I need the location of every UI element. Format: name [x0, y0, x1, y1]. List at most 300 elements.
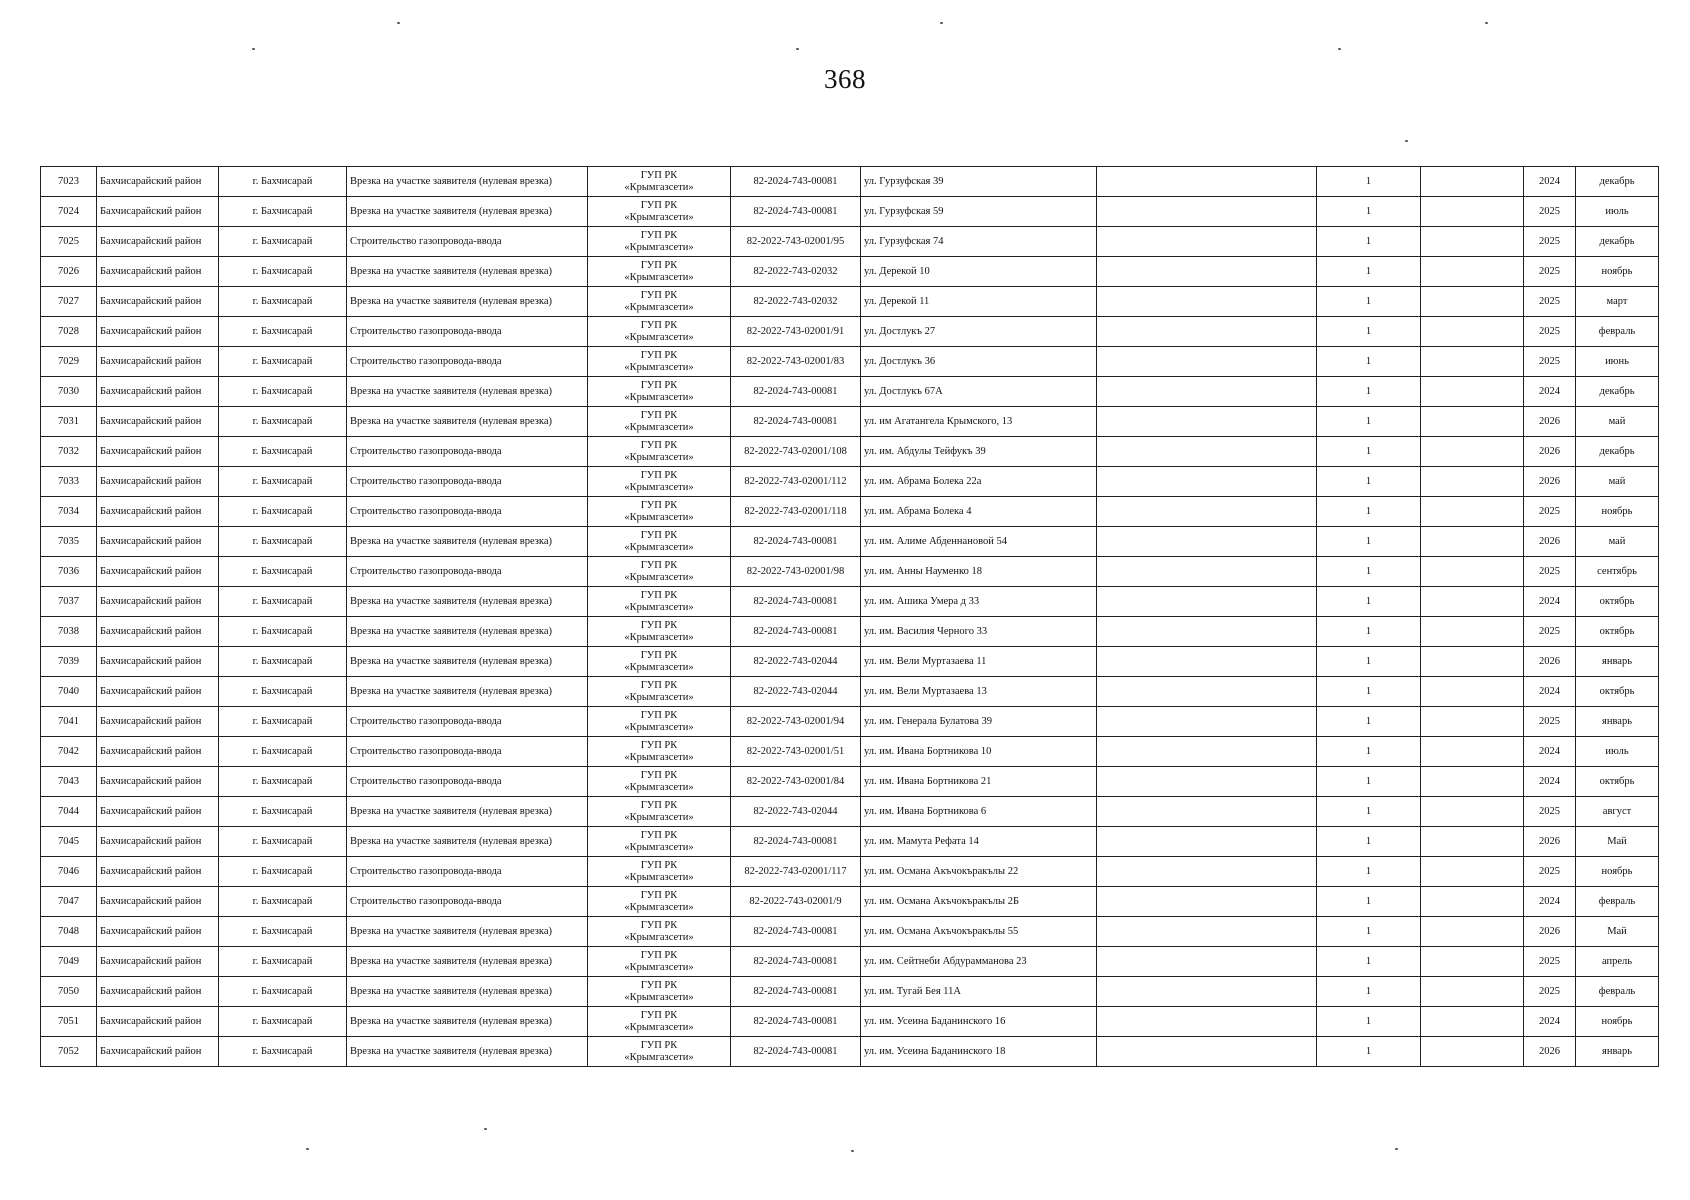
district-cell: Бахчисарайский район — [97, 977, 219, 1007]
year-cell: 2026 — [1524, 1037, 1576, 1067]
year-cell: 2024 — [1524, 587, 1576, 617]
organization-cell — [588, 857, 731, 887]
row-number-cell: 7051 — [41, 1007, 97, 1037]
organization-line-1: ГУП РК — [640, 589, 678, 601]
organization-line-2: «Крымгазсети» — [624, 301, 694, 313]
month-cell: сентябрь — [1576, 557, 1659, 587]
month-cell: Май — [1576, 917, 1659, 947]
empty-cell — [1421, 917, 1524, 947]
city-cell: г. Бахчисарай — [219, 587, 347, 617]
empty-cell — [1097, 977, 1317, 1007]
month-cell: август — [1576, 797, 1659, 827]
table-row — [41, 317, 1659, 347]
organization-cell — [588, 437, 731, 467]
row-number-cell: 7024 — [41, 197, 97, 227]
organization-cell — [588, 347, 731, 377]
work-type-cell: Врезка на участке заявителя (нулевая врезка) — [347, 677, 588, 707]
address-cell: ул. им. Генерала Булатова 39 — [861, 707, 1097, 737]
city-cell: г. Бахчисарай — [219, 857, 347, 887]
district-cell: Бахчисарайский район — [97, 557, 219, 587]
table-row — [41, 467, 1659, 497]
table-row — [41, 587, 1659, 617]
district-cell: Бахчисарайский район — [97, 707, 219, 737]
address-cell: ул. им. Ашика Умера д 33 — [861, 587, 1097, 617]
work-type-cell: Строительство газопровода-ввода — [347, 497, 588, 527]
program-code-cell: 82-2022-743-02001/51 — [731, 737, 861, 767]
year-cell: 2026 — [1524, 917, 1576, 947]
program-code-cell: 82-2022-743-02001/108 — [731, 437, 861, 467]
work-type-cell: Врезка на участке заявителя (нулевая врезка) — [347, 977, 588, 1007]
month-cell: декабрь — [1576, 227, 1659, 257]
empty-cell — [1421, 557, 1524, 587]
work-type-cell: Врезка на участке заявителя (нулевая врезка) — [347, 287, 588, 317]
program-code-cell: 82-2022-743-02001/91 — [731, 317, 861, 347]
row-number-cell: 7048 — [41, 917, 97, 947]
table-row — [41, 737, 1659, 767]
month-cell: ноябрь — [1576, 257, 1659, 287]
program-code-cell: 82-2024-743-00081 — [731, 1007, 861, 1037]
program-code-cell: 82-2024-743-00081 — [731, 527, 861, 557]
district-cell: Бахчисарайский район — [97, 587, 219, 617]
empty-cell — [1097, 377, 1317, 407]
district-cell: Бахчисарайский район — [97, 317, 219, 347]
registry-body — [41, 167, 1659, 1067]
empty-cell — [1097, 287, 1317, 317]
empty-cell — [1097, 527, 1317, 557]
empty-cell — [1421, 977, 1524, 1007]
program-code-cell: 82-2022-743-02001/117 — [731, 857, 861, 887]
organization-line-2: «Крымгазсети» — [624, 391, 694, 403]
program-code-cell: 82-2022-743-02001/118 — [731, 497, 861, 527]
city-cell: г. Бахчисарай — [219, 167, 347, 197]
empty-cell — [1097, 347, 1317, 377]
month-cell: июнь — [1576, 347, 1659, 377]
address-cell: ул. им. Анны Науменко 18 — [861, 557, 1097, 587]
empty-cell — [1421, 497, 1524, 527]
city-cell: г. Бахчисарай — [219, 197, 347, 227]
year-cell: 2024 — [1524, 1007, 1576, 1037]
table-row — [41, 677, 1659, 707]
month-cell: июль — [1576, 197, 1659, 227]
row-number-cell: 7044 — [41, 797, 97, 827]
organization-line-1: ГУП РК — [640, 679, 678, 691]
organization-cell — [588, 737, 731, 767]
empty-cell — [1421, 377, 1524, 407]
month-cell: февраль — [1576, 887, 1659, 917]
organization-line-1: ГУП РК — [640, 289, 678, 301]
scan-speck — [940, 22, 943, 24]
work-type-cell: Строительство газопровода-ввода — [347, 437, 588, 467]
organization-line-1: ГУП РК — [640, 169, 678, 181]
empty-cell — [1421, 467, 1524, 497]
quantity-cell: 1 — [1317, 317, 1421, 347]
quantity-cell: 1 — [1317, 197, 1421, 227]
row-number-cell: 7052 — [41, 1037, 97, 1067]
program-code-cell: 82-2022-743-02001/95 — [731, 227, 861, 257]
empty-cell — [1097, 497, 1317, 527]
address-cell: ул. им. Василия Черного 33 — [861, 617, 1097, 647]
address-cell: ул. им. Усеина Баданинского 18 — [861, 1037, 1097, 1067]
table-row — [41, 797, 1659, 827]
year-cell: 2025 — [1524, 227, 1576, 257]
organization-line-1: ГУП РК — [640, 889, 678, 901]
month-cell: январь — [1576, 647, 1659, 677]
organization-line-2: «Крымгазсети» — [624, 241, 694, 253]
empty-cell — [1097, 617, 1317, 647]
organization-line-1: ГУП РК — [640, 619, 678, 631]
district-cell: Бахчисарайский район — [97, 737, 219, 767]
city-cell: г. Бахчисарай — [219, 647, 347, 677]
organization-cell — [588, 917, 731, 947]
empty-cell — [1097, 317, 1317, 347]
year-cell: 2025 — [1524, 287, 1576, 317]
district-cell: Бахчисарайский район — [97, 617, 219, 647]
organization-cell — [588, 197, 731, 227]
quantity-cell: 1 — [1317, 977, 1421, 1007]
empty-cell — [1421, 647, 1524, 677]
city-cell: г. Бахчисарай — [219, 707, 347, 737]
organization-cell — [588, 827, 731, 857]
organization-line-2: «Крымгазсети» — [624, 601, 694, 613]
year-cell: 2026 — [1524, 647, 1576, 677]
district-cell: Бахчисарайский район — [97, 437, 219, 467]
row-number-cell: 7042 — [41, 737, 97, 767]
organization-line-1: ГУП РК — [640, 829, 678, 841]
address-cell: ул. им. Усеина Баданинского 16 — [861, 1007, 1097, 1037]
organization-cell — [588, 1037, 731, 1067]
organization-line-2: «Крымгазсети» — [624, 961, 694, 973]
city-cell: г. Бахчисарай — [219, 227, 347, 257]
address-cell: ул. Дерекой 10 — [861, 257, 1097, 287]
district-cell: Бахчисарайский район — [97, 197, 219, 227]
organization-line-1: ГУП РК — [640, 949, 678, 961]
year-cell: 2024 — [1524, 887, 1576, 917]
work-type-cell: Строительство газопровода-ввода — [347, 707, 588, 737]
work-type-cell: Врезка на участке заявителя (нулевая врезка) — [347, 407, 588, 437]
organization-line-2: «Крымгазсети» — [624, 751, 694, 763]
organization-line-1: ГУП РК — [640, 259, 678, 271]
year-cell: 2026 — [1524, 827, 1576, 857]
quantity-cell: 1 — [1317, 767, 1421, 797]
city-cell: г. Бахчисарай — [219, 1037, 347, 1067]
city-cell: г. Бахчисарай — [219, 317, 347, 347]
program-code-cell: 82-2022-743-02032 — [731, 287, 861, 317]
organization-cell — [588, 587, 731, 617]
work-type-cell: Строительство газопровода-ввода — [347, 467, 588, 497]
program-code-cell: 82-2024-743-00081 — [731, 977, 861, 1007]
organization-cell — [588, 887, 731, 917]
organization-line-2: «Крымгазсети» — [624, 631, 694, 643]
organization-cell — [588, 647, 731, 677]
row-number-cell: 7033 — [41, 467, 97, 497]
month-cell: ноябрь — [1576, 497, 1659, 527]
organization-cell — [588, 167, 731, 197]
city-cell: г. Бахчисарай — [219, 887, 347, 917]
organization-line-1: ГУП РК — [640, 439, 678, 451]
organization-line-1: ГУП РК — [640, 559, 678, 571]
empty-cell — [1097, 887, 1317, 917]
table-row — [41, 197, 1659, 227]
district-cell: Бахчисарайский район — [97, 917, 219, 947]
table-row — [41, 647, 1659, 677]
organization-line-1: ГУП РК — [640, 979, 678, 991]
address-cell: ул. им. Абрама Болека 4 — [861, 497, 1097, 527]
empty-cell — [1421, 797, 1524, 827]
empty-cell — [1421, 587, 1524, 617]
year-cell: 2025 — [1524, 797, 1576, 827]
quantity-cell: 1 — [1317, 707, 1421, 737]
month-cell: январь — [1576, 1037, 1659, 1067]
city-cell: г. Бахчисарай — [219, 257, 347, 287]
program-code-cell: 82-2024-743-00081 — [731, 917, 861, 947]
organization-line-2: «Крымгазсети» — [624, 991, 694, 1003]
year-cell: 2025 — [1524, 857, 1576, 887]
registry-table — [40, 166, 1659, 1067]
organization-line-1: ГУП РК — [640, 349, 678, 361]
program-code-cell: 82-2022-743-02001/84 — [731, 767, 861, 797]
row-number-cell: 7043 — [41, 767, 97, 797]
organization-line-2: «Крымгазсети» — [624, 901, 694, 913]
empty-cell — [1097, 827, 1317, 857]
district-cell: Бахчисарайский район — [97, 167, 219, 197]
address-cell: ул. Достлукъ 67А — [861, 377, 1097, 407]
work-type-cell: Строительство газопровода-ввода — [347, 767, 588, 797]
organization-line-2: «Крымгазсети» — [624, 211, 694, 223]
work-type-cell: Строительство газопровода-ввода — [347, 317, 588, 347]
work-type-cell: Строительство газопровода-ввода — [347, 857, 588, 887]
address-cell: ул. Достлукъ 36 — [861, 347, 1097, 377]
district-cell: Бахчисарайский район — [97, 647, 219, 677]
month-cell: октябрь — [1576, 617, 1659, 647]
quantity-cell: 1 — [1317, 857, 1421, 887]
organization-line-2: «Крымгазсети» — [624, 331, 694, 343]
city-cell: г. Бахчисарай — [219, 377, 347, 407]
organization-line-1: ГУП РК — [640, 709, 678, 721]
quantity-cell: 1 — [1317, 557, 1421, 587]
city-cell: г. Бахчисарай — [219, 437, 347, 467]
district-cell: Бахчисарайский район — [97, 497, 219, 527]
work-type-cell: Врезка на участке заявителя (нулевая врезка) — [347, 587, 588, 617]
work-type-cell: Врезка на участке заявителя (нулевая врезка) — [347, 1037, 588, 1067]
quantity-cell: 1 — [1317, 497, 1421, 527]
organization-line-1: ГУП РК — [640, 1039, 678, 1051]
empty-cell — [1421, 1007, 1524, 1037]
organization-line-1: ГУП РК — [640, 469, 678, 481]
work-type-cell: Врезка на участке заявителя (нулевая врезка) — [347, 917, 588, 947]
organization-cell — [588, 227, 731, 257]
organization-cell — [588, 767, 731, 797]
table-row — [41, 227, 1659, 257]
district-cell: Бахчисарайский район — [97, 767, 219, 797]
scan-speck — [397, 22, 400, 24]
table-row — [41, 347, 1659, 377]
address-cell: ул. Гурзуфская 74 — [861, 227, 1097, 257]
city-cell: г. Бахчисарай — [219, 347, 347, 377]
row-number-cell: 7041 — [41, 707, 97, 737]
row-number-cell: 7026 — [41, 257, 97, 287]
year-cell: 2024 — [1524, 167, 1576, 197]
work-type-cell: Врезка на участке заявителя (нулевая врезка) — [347, 647, 588, 677]
empty-cell — [1097, 437, 1317, 467]
program-code-cell: 82-2024-743-00081 — [731, 167, 861, 197]
organization-line-1: ГУП РК — [640, 499, 678, 511]
table-row — [41, 1037, 1659, 1067]
empty-cell — [1097, 737, 1317, 767]
scan-speck — [1485, 22, 1488, 24]
quantity-cell: 1 — [1317, 437, 1421, 467]
scan-speck — [252, 48, 255, 50]
quantity-cell: 1 — [1317, 467, 1421, 497]
month-cell: март — [1576, 287, 1659, 317]
district-cell: Бахчисарайский район — [97, 467, 219, 497]
city-cell: г. Бахчисарай — [219, 917, 347, 947]
empty-cell — [1421, 167, 1524, 197]
empty-cell — [1421, 317, 1524, 347]
organization-cell — [588, 557, 731, 587]
district-cell: Бахчисарайский район — [97, 677, 219, 707]
quantity-cell: 1 — [1317, 167, 1421, 197]
quantity-cell: 1 — [1317, 1037, 1421, 1067]
organization-line-2: «Крымгазсети» — [624, 931, 694, 943]
month-cell: апрель — [1576, 947, 1659, 977]
organization-line-2: «Крымгазсети» — [624, 721, 694, 733]
month-cell: ноябрь — [1576, 857, 1659, 887]
quantity-cell: 1 — [1317, 527, 1421, 557]
district-cell: Бахчисарайский район — [97, 347, 219, 377]
row-number-cell: 7029 — [41, 347, 97, 377]
work-type-cell: Врезка на участке заявителя (нулевая врезка) — [347, 827, 588, 857]
table-row — [41, 527, 1659, 557]
program-code-cell: 82-2022-743-02001/83 — [731, 347, 861, 377]
quantity-cell: 1 — [1317, 647, 1421, 677]
empty-cell — [1421, 227, 1524, 257]
year-cell: 2025 — [1524, 947, 1576, 977]
district-cell: Бахчисарайский район — [97, 887, 219, 917]
organization-line-2: «Крымгазсети» — [624, 661, 694, 673]
empty-cell — [1421, 527, 1524, 557]
district-cell: Бахчисарайский район — [97, 827, 219, 857]
empty-cell — [1421, 257, 1524, 287]
empty-cell — [1097, 797, 1317, 827]
month-cell: октябрь — [1576, 587, 1659, 617]
address-cell: ул. им. Абдулы Тейфукъ 39 — [861, 437, 1097, 467]
quantity-cell: 1 — [1317, 617, 1421, 647]
year-cell: 2025 — [1524, 317, 1576, 347]
empty-cell — [1097, 557, 1317, 587]
row-number-cell: 7047 — [41, 887, 97, 917]
address-cell: ул. Гурзуфская 39 — [861, 167, 1097, 197]
organization-cell — [588, 407, 731, 437]
row-number-cell: 7049 — [41, 947, 97, 977]
empty-cell — [1421, 437, 1524, 467]
organization-line-2: «Крымгазсети» — [624, 691, 694, 703]
empty-cell — [1421, 677, 1524, 707]
organization-line-1: ГУП РК — [640, 859, 678, 871]
quantity-cell: 1 — [1317, 737, 1421, 767]
table-row — [41, 767, 1659, 797]
row-number-cell: 7045 — [41, 827, 97, 857]
empty-cell — [1421, 287, 1524, 317]
work-type-cell: Врезка на участке заявителя (нулевая врезка) — [347, 527, 588, 557]
program-code-cell: 82-2024-743-00081 — [731, 407, 861, 437]
row-number-cell: 7046 — [41, 857, 97, 887]
table-row — [41, 437, 1659, 467]
city-cell: г. Бахчисарай — [219, 497, 347, 527]
quantity-cell: 1 — [1317, 887, 1421, 917]
table-row — [41, 557, 1659, 587]
table-row — [41, 407, 1659, 437]
city-cell: г. Бахчисарай — [219, 1007, 347, 1037]
year-cell: 2026 — [1524, 437, 1576, 467]
month-cell: декабрь — [1576, 437, 1659, 467]
work-type-cell: Строительство газопровода-ввода — [347, 887, 588, 917]
month-cell: октябрь — [1576, 677, 1659, 707]
row-number-cell: 7027 — [41, 287, 97, 317]
program-code-cell: 82-2024-743-00081 — [731, 377, 861, 407]
table-row — [41, 917, 1659, 947]
address-cell: ул. им. Ивана Бортникова 21 — [861, 767, 1097, 797]
organization-cell — [588, 467, 731, 497]
organization-line-1: ГУП РК — [640, 649, 678, 661]
year-cell: 2024 — [1524, 377, 1576, 407]
quantity-cell: 1 — [1317, 227, 1421, 257]
quantity-cell: 1 — [1317, 677, 1421, 707]
empty-cell — [1421, 737, 1524, 767]
organization-line-2: «Крымгазсети» — [624, 1021, 694, 1033]
work-type-cell: Врезка на участке заявителя (нулевая врезка) — [347, 257, 588, 287]
empty-cell — [1421, 857, 1524, 887]
empty-cell — [1097, 767, 1317, 797]
empty-cell — [1097, 467, 1317, 497]
table-row — [41, 617, 1659, 647]
organization-line-1: ГУП РК — [640, 409, 678, 421]
organization-cell — [588, 977, 731, 1007]
organization-line-1: ГУП РК — [640, 319, 678, 331]
city-cell: г. Бахчисарай — [219, 977, 347, 1007]
table-row — [41, 977, 1659, 1007]
empty-cell — [1421, 407, 1524, 437]
row-number-cell: 7050 — [41, 977, 97, 1007]
organization-cell — [588, 287, 731, 317]
year-cell: 2024 — [1524, 737, 1576, 767]
table-row — [41, 377, 1659, 407]
organization-line-2: «Крымгазсети» — [624, 481, 694, 493]
address-cell: ул. им. Вели Муртазаева 13 — [861, 677, 1097, 707]
table-row — [41, 167, 1659, 197]
table-row — [41, 887, 1659, 917]
empty-cell — [1097, 917, 1317, 947]
organization-line-1: ГУП РК — [640, 799, 678, 811]
organization-line-2: «Крымгазсети» — [624, 451, 694, 463]
quantity-cell: 1 — [1317, 827, 1421, 857]
city-cell: г. Бахчисарай — [219, 557, 347, 587]
city-cell: г. Бахчисарай — [219, 617, 347, 647]
row-number-cell: 7039 — [41, 647, 97, 677]
organization-line-2: «Крымгазсети» — [624, 571, 694, 583]
program-code-cell: 82-2024-743-00081 — [731, 947, 861, 977]
quantity-cell: 1 — [1317, 377, 1421, 407]
empty-cell — [1421, 347, 1524, 377]
month-cell: ноябрь — [1576, 1007, 1659, 1037]
city-cell: г. Бахчисарай — [219, 527, 347, 557]
address-cell: ул. им. Вели Муртазаева 11 — [861, 647, 1097, 677]
year-cell: 2025 — [1524, 707, 1576, 737]
organization-line-1: ГУП РК — [640, 199, 678, 211]
year-cell: 2025 — [1524, 347, 1576, 377]
organization-line-2: «Крымгазсети» — [624, 871, 694, 883]
quantity-cell: 1 — [1317, 947, 1421, 977]
table-row — [41, 497, 1659, 527]
